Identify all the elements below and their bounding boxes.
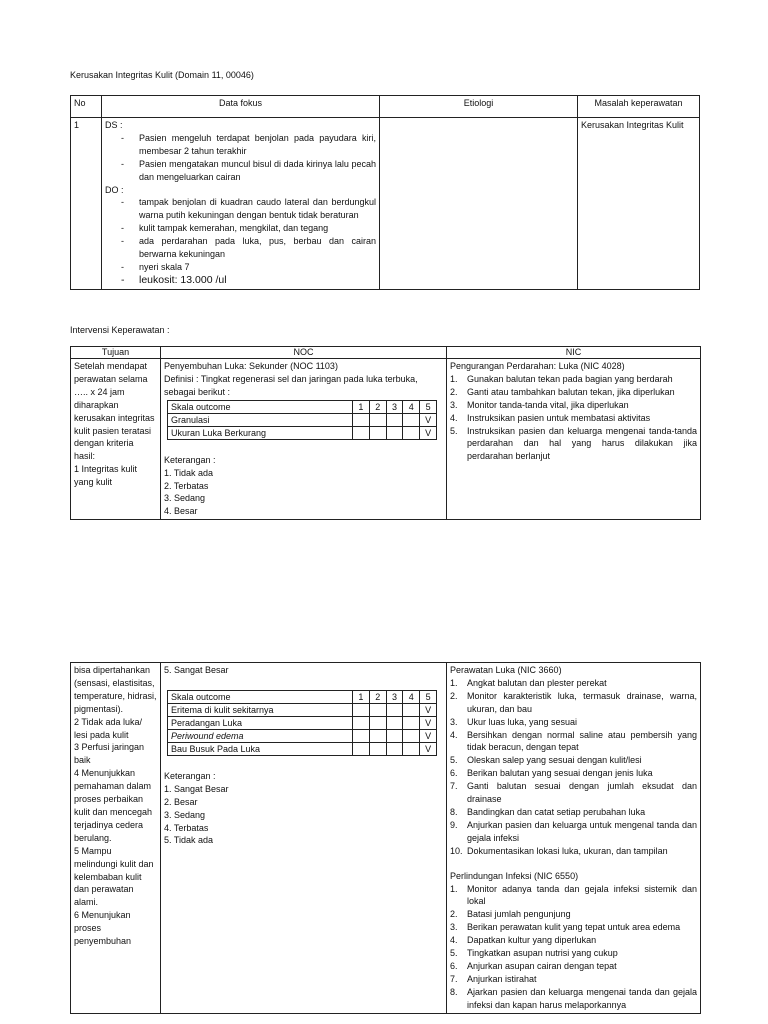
do-list [105,196,376,286]
do-item-leukosit: - leukosit: 13.000 /ul [139,274,376,287]
keterangan-label: Keterangan : [164,454,216,465]
continuation-table [70,662,701,1014]
nic-item: 8. Ajarkan pasien dan keluarga mengenai tanda dan gejala infeksi dan kapan harus melaporkannya [450,986,697,1010]
nic-title: Perlindungan Infeksi (NIC 6550) [450,870,579,881]
do-label: DO : [105,184,124,195]
keterangan-item: 2. Besar [164,796,198,807]
nic-item: 8. Bandingkan dan catat setiap perubahan luka [450,806,646,817]
scale-header: 2 [369,690,386,703]
row-number: 1 [71,118,102,290]
keterangan-item: 5. Tidak ada [164,835,214,846]
scale-mark: V [420,426,437,439]
nic-item: 2. Ganti atau tambahkan balutan tekan, jika diperlukan [450,386,675,397]
tujuan-continued-cell: bisa dipertahankan (sensasi, elastisitas, temperature, hidrasi, pigmentasi). 2 Tidak ada luka/ lesi pada kulit 3 Perfusi jaringan baik 4 Menunjukkan pemahaman dalam proses perbaikan kulit dan mencegah terjadinya cedera berulang. 5 Mampu melindungi kulit dan kelembaban kulit dan perawatan alami. 6 Menunjukan proses penyembuhan [71,663,161,1014]
keterangan-item: 1. Sangat Besar [164,783,229,794]
nic-item: 6. Anjurkan asupan cairan dengan tepat [450,960,617,971]
scale-header: Skala outcome [168,690,353,703]
header-data-fokus: Data fokus [102,96,380,118]
scale-row-label: Periwound edema [168,729,353,742]
outcome-scale-table-2 [167,690,437,756]
scale-header: 5 [420,690,437,703]
noc-title: Penyembuhan Luka: Sekunder (NOC 1103) [164,361,338,371]
page-heading: Kerusakan Integritas Kulit (Domain 11, 00046) [70,70,254,80]
nic-continued-cell [447,663,701,1014]
scale-row-label: Granulasi [168,413,353,426]
scale-row-label: Bau Busuk Pada Luka [168,742,353,755]
noc-cell [161,359,447,520]
nic-item: 9. Anjurkan pasien dan keluarga untuk mengenal tanda dan gejala infeksi [450,819,697,843]
intervensi-table [70,346,701,520]
nic-item: 4. Bersihkan dengan normal saline atau pembersih yang tidak beracun, dengan tepat [450,729,697,753]
header-no: No [71,96,102,118]
nic-title: Pengurangan Perdarahan: Luka (NIC 4028) [450,361,625,371]
nic-title: Perawatan Luka (NIC 3660) [450,665,562,675]
keterangan-item: 3. Sedang [164,493,206,504]
nic-item: 2. Batasi jumlah pengunjung [450,909,571,920]
etiologi-cell [380,118,578,290]
noc-definition: Definisi : Tingkat regenerasi sel dan jaringan pada luka terbuka, sebagai berikut : [164,373,418,397]
keterangan-item: 2. Terbatas [164,480,209,491]
scale-header: 1 [353,690,370,703]
nic-cell [447,359,701,520]
intervensi-title: Intervensi Keperawatan : [70,325,170,335]
scale-mark: V [420,413,437,426]
nic-list [450,373,697,463]
header-tujuan: Tujuan [71,347,161,359]
keterangan-item: 5. Sangat Besar [164,665,229,675]
tujuan-cell: Setelah mendapat perawatan selama ….. x 24 jam diharapkan kerusakan integritas kulit pasien teratasi dengan kriteria hasil: 1 Integritas kulit yang kulit [71,359,161,520]
nic-item: 7. Ganti balutan sesuai dengan jumlah eksudat dan drainase [450,781,697,805]
nic-item: 5. Oleskan salep yang sesuai dengan kulit/lesi [450,755,642,766]
header-etiologi: Etiologi [380,96,578,118]
noc-continued-cell [161,663,447,1014]
nic-item: 5. Instruksikan pasien dan keluarga mengenai tanda-tanda perdarahan dan hal yang harus dilakukan jika perdarahan berlanjut [450,425,697,462]
continuation-table-wrapper [70,662,701,1024]
scale-header: 1 [353,400,370,413]
outcome-scale-table [167,400,437,440]
nic-item: 3. Berikan perawatan kulit yang tepat untuk area edema [450,922,681,933]
ds-list [105,132,376,184]
do-item: - tampak benjolan di kuadran caudo lateral dan berdungkul warna putih kekuningan dengan bentuk tidak beraturan [139,196,376,222]
scale-mark: V [420,703,437,716]
scale-mark: V [420,729,437,742]
header-noc: NOC [161,347,447,359]
do-item: - kulit tampak kemerahan, mengkilat, dan tegang [139,222,376,235]
ds-item: - Pasien mengeluh terdapat benjolan pada payudara kiri, membesar 2 tahun terakhir [139,132,376,158]
keterangan-item: 4. Terbatas [164,822,209,833]
nic-item: 4. Dapatkan kultur yang diperlukan [450,935,597,946]
scale-header: Skala outcome [168,400,353,413]
do-item: - ada perdarahan pada luka, pus, berbau dan cairan berwarna kekuningan [139,235,376,261]
ds-item: - Pasien mengatakan muncul bisul di dada kirinya lalu pecah dan mengeluarkan cairan [139,158,376,184]
nic-item: 5. Tingkatkan asupan nutrisi yang cukup [450,948,618,959]
scale-header: 4 [403,690,420,703]
nic-list-perlindungan-infeksi [450,883,697,1012]
scale-mark: V [420,716,437,729]
ds-label: DS : [105,120,123,130]
nic-item: 7. Anjurkan istirahat [450,973,537,984]
scale-header: 3 [386,690,403,703]
nic-item: 10. Dokumentasikan lokasi luka, ukuran, dan tampilan [450,845,668,856]
nic-item: 1. Monitor adanya tanda dan gejala infeksi sistemik dan lokal [450,883,697,907]
nic-item: 2. Monitor karakteristik luka, termasuk drainase, warna, ukuran, dan bau [450,690,697,714]
nic-list-perawatan-luka [450,677,697,858]
nic-item: 1. Gunakan balutan tekan pada bagian yang berdarah [450,373,673,384]
scale-header: 5 [420,400,437,413]
scale-header: 4 [403,400,420,413]
scale-row-label: Peradangan Luka [168,716,353,729]
data-fokus-cell [102,118,380,290]
keterangan-item: 1. Tidak ada [164,467,214,478]
nic-item: 3. Ukur luas luka, yang sesuai [450,716,578,727]
nic-item: 1. Angkat balutan dan plester perekat [450,677,607,688]
keterangan-label: Keterangan : [164,770,216,781]
header-masalah: Masalah keperawatan [578,96,700,118]
nic-item: 6. Berikan balutan yang sesuai dengan jenis luka [450,768,653,779]
scale-mark: V [420,742,437,755]
scale-row-label: Eritema di kulit sekitarnya [168,703,353,716]
keterangan-item: 3. Sedang [164,809,206,820]
nic-item: 4. Instruksikan pasien untuk membatasi aktivitas [450,412,651,423]
scale-row-label: Ukuran Luka Berkurang [168,426,353,439]
header-nic: NIC [447,347,701,359]
scale-header: 2 [369,400,386,413]
nic-item: 3. Monitor tanda-tanda vital, jika diperlukan [450,399,629,410]
do-item: - nyeri skala 7 [139,261,376,274]
scale-header: 3 [386,400,403,413]
diagnosis-table [70,95,700,290]
masalah-cell: Kerusakan Integritas Kulit [578,118,700,290]
keterangan-item: 4. Besar [164,506,198,517]
